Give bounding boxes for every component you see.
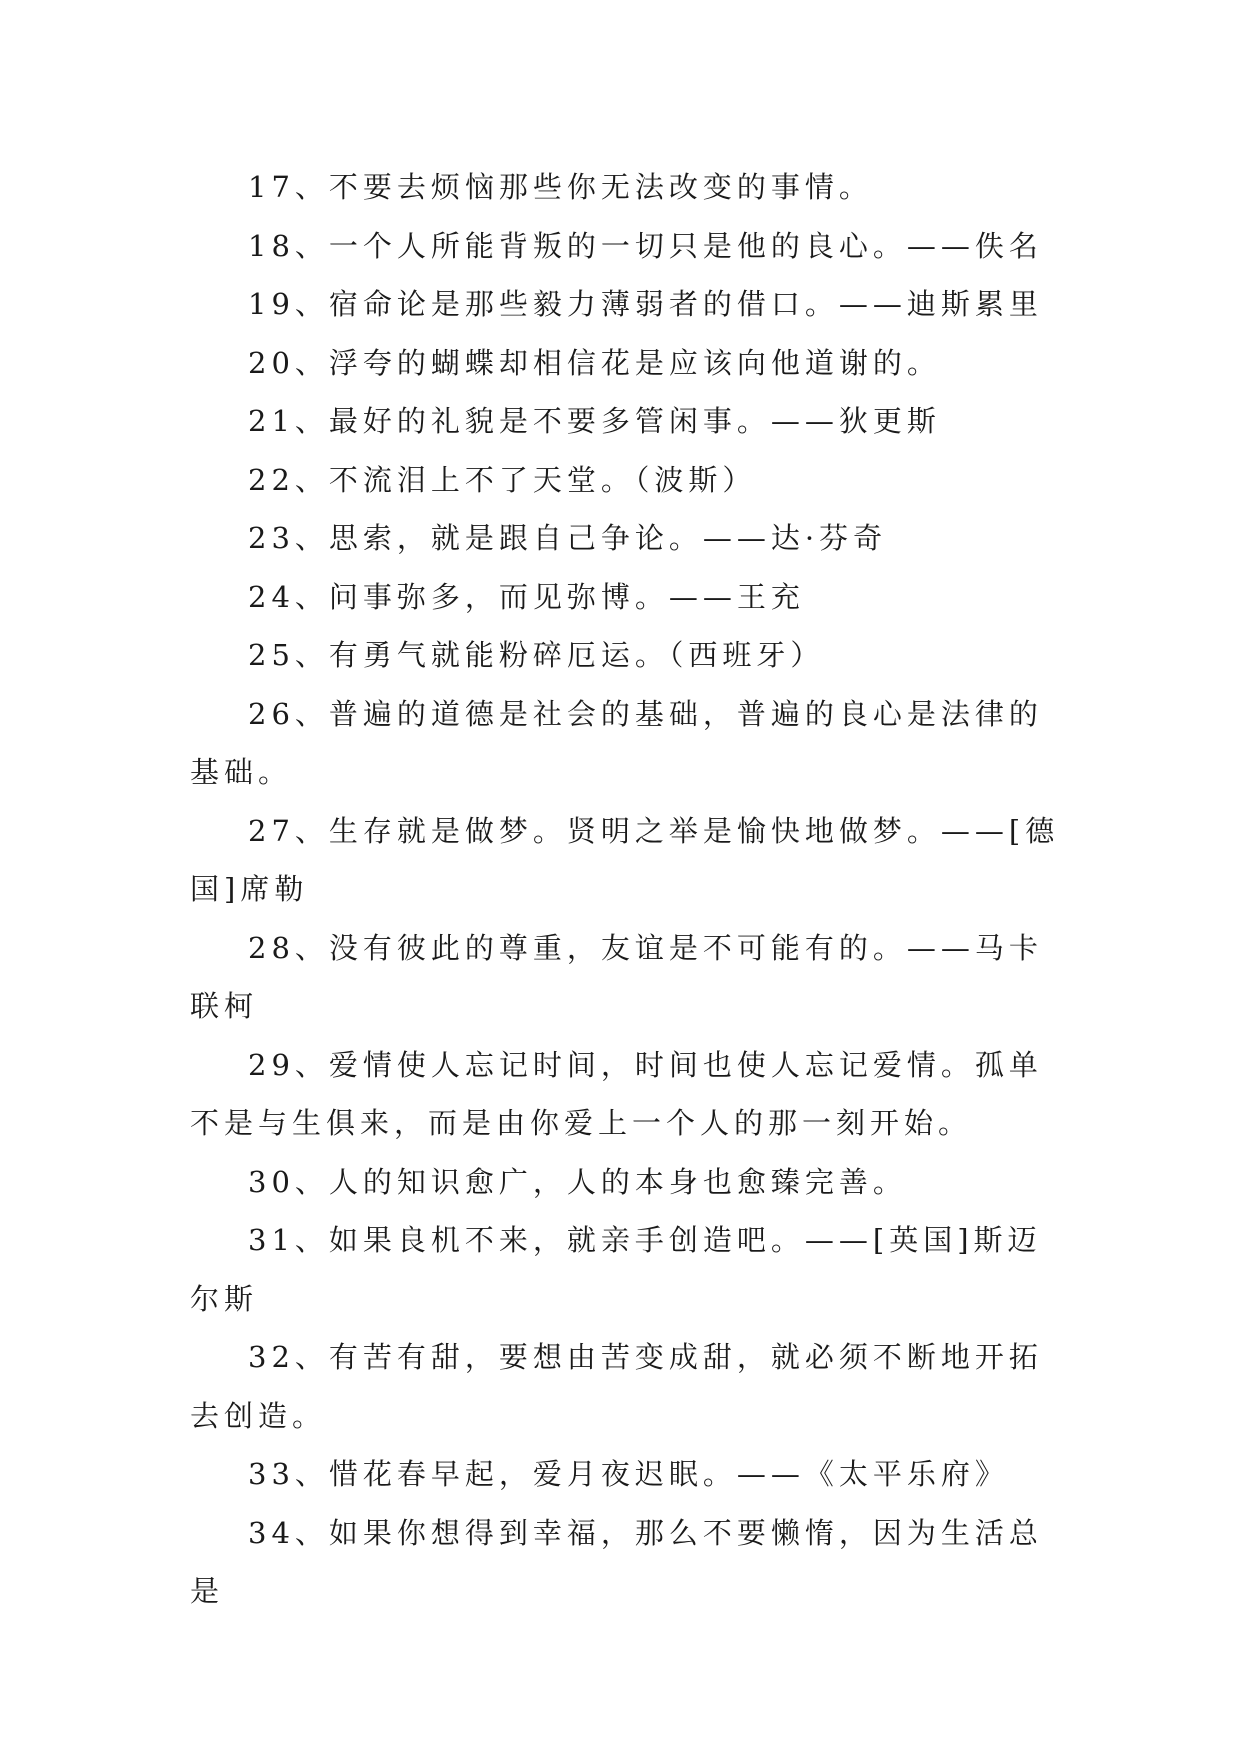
quote-paragraph: 28、没有彼此的尊重，友谊是不可能有的。——马卡联柯 (190, 930, 1043, 1023)
quote-paragraph: 18、一个人所能背叛的一切只是他的良心。——佚名 (248, 228, 1043, 263)
quote-paragraph: 20、浮夸的蝴蝶却相信花是应该向他道谢的。 (248, 345, 941, 380)
quote-paragraph: 22、不流泪上不了天堂。（波斯） (248, 462, 757, 497)
quote-paragraph: 32、有苦有甜，要想由苦变成甜，就必须不断地开拓去创造。 (190, 1340, 1043, 1433)
quote-paragraph: 26、普遍的道德是社会的基础，普遍的良心是法律的基础。 (190, 696, 1043, 789)
quote-paragraph: 23、思索，就是跟自己争论。——达·芬奇 (248, 521, 888, 555)
quote-paragraph: 17、不要去烦恼那些你无法改变的事情。 (248, 170, 873, 204)
quote-paragraph: 21、最好的礼貌是不要多管闲事。——狄更斯 (248, 404, 941, 438)
quote-paragraph: 19、宿命论是那些毅力薄弱者的借口。——迪斯累里 (248, 287, 1043, 321)
quote-paragraph: 31、如果良机不来，就亲手创造吧。——[英国]斯迈尔斯 (190, 1223, 1042, 1316)
quote-paragraph: 27、生存就是做梦。贤明之举是愉快地做梦。——[德国]席勒 (190, 813, 1060, 906)
quote-paragraph: 33、惜花春早起，爱月夜迟眠。——《太平乐府》 (248, 1457, 1009, 1491)
quote-paragraph: 30、人的知识愈广，人的本身也愈臻完善。 (248, 1164, 907, 1199)
quote-paragraph: 34、如果你想得到幸福，那么不要懒惰，因为生活总是 (190, 1515, 1043, 1608)
quote-paragraph: 24、问事弥多，而见弥博。——王充 (248, 579, 805, 614)
quote-list (190, 158, 1060, 1621)
quote-paragraph: 29、爱情使人忘记时间，时间也使人忘记爱情。孤单不是与生俱来，而是由你爱上一个人的那一刻开始。 (190, 1047, 1043, 1140)
quote-paragraph: 25、有勇气就能粉碎厄运。（西班牙） (248, 638, 825, 672)
